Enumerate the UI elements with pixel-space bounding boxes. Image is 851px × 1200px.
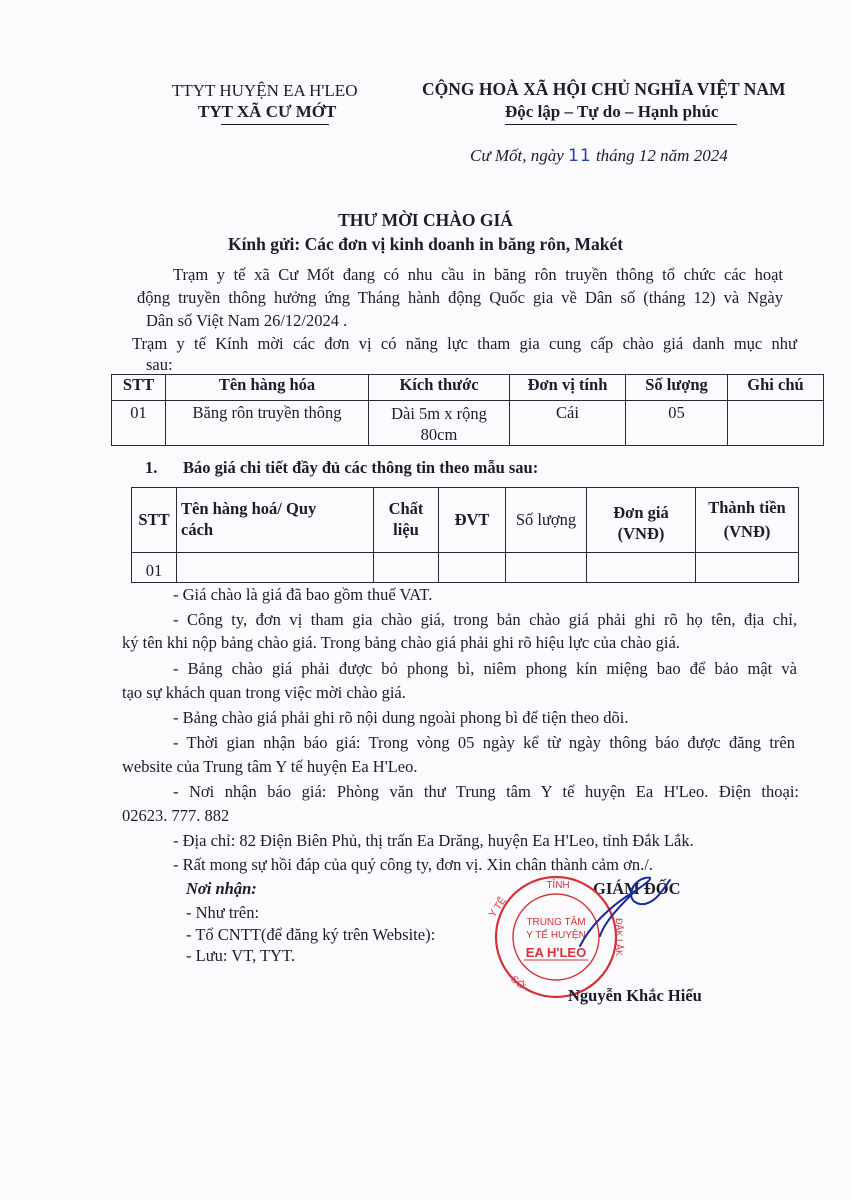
intro-line-1: Trạm y tế xã Cư Mốt đang có nhu cầu in băng rôn truyền thông tổ chức các hoạt [173,265,783,284]
th2-dvt [439,488,506,553]
stamp-ring-top: TỈNH [546,880,570,891]
th-quantity: Số lượng [626,375,728,401]
cell-quantity: 05 [626,401,728,446]
term-address: - Địa chỉ: 82 Điện Biên Phủ, thị trấn Ea Drăng, huyện Ea H'Leo, tỉnh Đắk Lắk. [173,831,694,850]
section-number: 1. [145,458,158,477]
th2-material [374,488,439,553]
cell2-qty [506,553,587,583]
section-heading: Báo giá chi tiết đầy đủ các thông tin theo mẫu sau: [183,458,539,477]
term-company-2: ký tên khi nộp bảng chào giá. Trong bảng chào giá phải ghi rõ hiệu lực của chào giá. [122,633,680,652]
cell2-stt: 01 [132,553,177,583]
signer-role: GIÁM ĐỐC [593,879,681,898]
th2-dvt-label: ĐVT [454,510,490,529]
th2-material-line-1: Chất [388,499,424,518]
motto-underline [505,124,737,125]
stamp-line-3: EA H'LEO [525,945,587,960]
cell-note [728,401,824,446]
cell-size-line-2: 80cm [420,425,458,444]
agency-underline [221,124,329,125]
intro-line-2: động truyền thông hưởng ứng Tháng hành động Quốc gia về Dân số (tháng 12) và Ngày [137,288,783,307]
cell-item-name: Băng rôn truyền thông [166,401,369,446]
th2-stt-label: STT [138,510,170,529]
quote-table-header [132,488,799,553]
term-envelope-content: - Bảng chào giá phải ghi rõ nội dung ngoài phong bì để tiện theo dõi. [173,708,629,727]
date-line [470,146,728,166]
th2-name-line-2: cách [181,520,214,539]
term-location-1: - Nơi nhận báo giá: Phòng văn thư Trung tâm Y tế huyện Ea H'Leo. Điện thoại: [173,782,799,801]
intro-line-3: Dân số Việt Nam 26/12/2024 . [146,311,348,330]
th2-total [696,488,799,553]
recipients-label: Nơi nhận: [186,879,257,898]
cell2-dvt [439,553,506,583]
recipient-item: - Như trên: [186,903,260,922]
stamp-line-1: TRUNG TÂM [526,917,586,928]
cell-size [369,401,510,446]
agency-parent: TTYT HUYỆN EA H'LEO [172,81,358,100]
cell2-total [696,553,799,583]
quote-template-table [131,487,799,583]
term-deadline-1: - Thời gian nhận báo giá: Trong vòng 05 ngày kể từ ngày thông báo được đăng trên [173,733,795,752]
table-row [132,553,799,583]
term-company-1: - Công ty, đơn vị tham gia chào giá, trong bản chào giá phải ghi rõ họ tên, địa chỉ, [173,610,797,629]
th2-total-line-1: Thành tiền [708,498,786,517]
signer-name: Nguyễn Khắc Hiếu [568,986,702,1005]
cell-size-line-1: Dài 5m x rộng [391,404,487,423]
th2-material-line-2: liệu [393,520,419,539]
term-vat: - Giá chào là giá đã bao gồm thuế VAT. [173,585,433,604]
th-stt: STT [112,375,166,401]
date-suffix: tháng 12 năm 2024 [595,146,728,165]
th-item-name: Tên hàng hóa [166,375,369,401]
th2-price [587,488,696,553]
th-unit: Đơn vị tính [510,375,626,401]
th2-qty [506,488,587,553]
motto: Độc lập – Tự do – Hạnh phúc [505,102,719,121]
recipient-item: - Tổ CNTT(để đăng ký trên Website): [186,925,436,944]
handwritten-signature [560,866,680,956]
stamp-ring-bottom: SỞ [508,973,527,993]
term-phone: 02623. 777. 882 [122,806,230,825]
term-envelope-1: - Bảng chào giá phải được bỏ phong bì, niêm phong kín miệng bao để bảo mật và [173,659,797,678]
intro-line-4: Trạm y tế Kính mời các đơn vị có năng lực tham gia cung cấp chào giá danh mục như [132,334,797,353]
cell-unit: Cái [510,401,626,446]
document-title: THƯ MỜI CHÀO GIÁ [338,210,513,230]
item-table [111,374,824,446]
th2-price-line-1: Đơn giá [613,503,669,522]
th2-name-line-1: Tên hàng hoá/ Quy [181,499,317,518]
date-day: 11 [568,146,592,166]
th2-qty-label: Số lượng [515,510,577,529]
stamp-ring-right: ĐẮK LẮK [614,917,624,957]
stamp-line-2: Y TẾ HUYỆN [526,930,586,941]
term-envelope-2: tạo sự khách quan trong việc mời chào giá. [122,683,406,702]
th2-name [177,488,374,553]
th-note: Ghi chú [728,375,824,401]
recipient-line: Kính gửi: Các đơn vị kinh doanh in băng rôn, Makét [227,234,624,254]
cell2-price [587,553,696,583]
nation-title: CỘNG HOÀ XÃ HỘI CHỦ NGHĨA VIỆT NAM [422,79,786,99]
th-size: Kích thước [369,375,510,401]
cell2-material [374,553,439,583]
th2-stt [132,488,177,553]
cell2-name [177,553,374,583]
cell-stt: 01 [112,401,166,446]
th2-price-line-2: (VNĐ) [617,524,665,543]
date-prefix: Cư Mốt, ngày [470,146,564,165]
term-deadline-2: website của Trung tâm Y tế huyện Ea H'Leo. [122,757,418,776]
stamp-ring-left: Y TẾ [487,895,509,920]
agency-name: TYT XÃ CƯ MỚT [198,102,337,121]
intro-line-5: sau: [146,355,173,374]
recipient-item: - Lưu: VT, TYT. [186,946,295,965]
th2-total-line-2: (VNĐ) [723,522,771,541]
table-row [112,401,824,446]
term-closing: - Rất mong sự hồi đáp của quý công ty, đơn vị. Xin chân thành cảm ơn./. [173,855,653,874]
item-table-header [112,375,824,401]
